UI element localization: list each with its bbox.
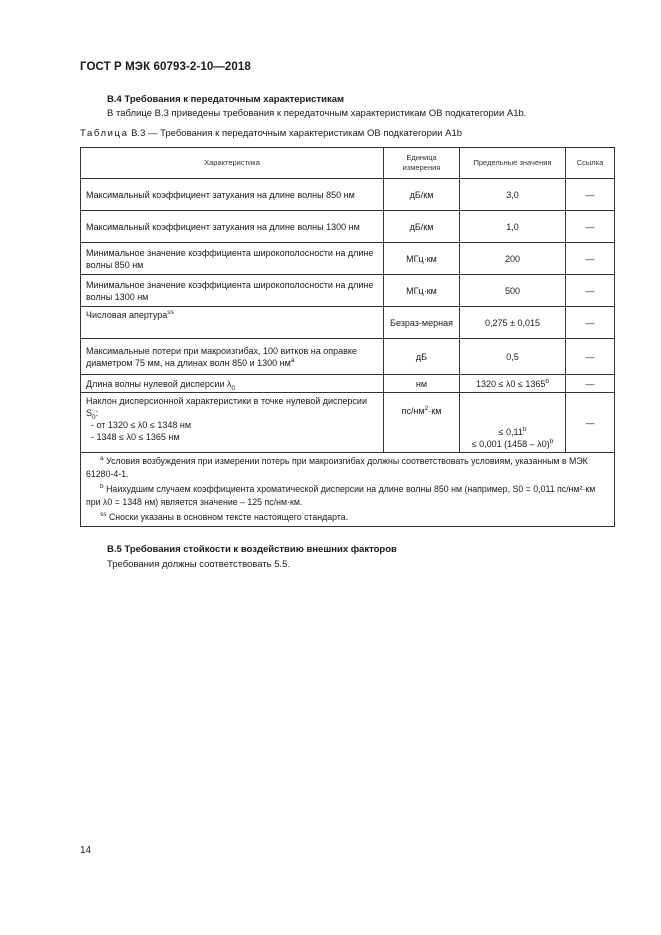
row-reference: — (566, 339, 615, 375)
section-b4-text: В таблице В.3 приведены требования к передаточным характеристикам ОВ подкатегории А1b. (107, 108, 527, 119)
row-characteristic-text: Максимальные потери при макроизгибах, 100 витков на оправке диаметром 75 мм, на длинах волн 850 и 1300 нм (86, 345, 357, 368)
table-row (81, 179, 615, 211)
header-characteristic: Характеристика (81, 148, 384, 179)
subscript: 0 (231, 384, 236, 392)
note-mark: b (100, 483, 104, 491)
row-reference: — (566, 275, 615, 307)
table-note (86, 483, 609, 509)
dispersion-value-2-text: ≤ 0,001 (1458 – λ0) (471, 439, 550, 449)
row-unit: Безраз-мерная (384, 307, 460, 339)
section-b5-text: Требования должны соответствовать 5.5. (107, 559, 291, 570)
row-value: 3,0 (460, 179, 566, 211)
note-text: Сноски указаны в основном тексте настоящего стандарта. (106, 512, 349, 522)
dispersion-slope-title (86, 395, 378, 419)
row-characteristic (81, 375, 384, 393)
document-header: ГОСТ Р МЭК 60793-2-10—2018 (80, 61, 251, 73)
dispersion-value-1 (465, 426, 560, 438)
dispersion-slope-colon: : (95, 408, 99, 418)
row-value: 0,5 (460, 339, 566, 375)
footnote-mark: b (545, 377, 550, 385)
row-characteristic-text: Длина волны нулевой дисперсии λ (86, 378, 232, 389)
footnote-mark: b (549, 438, 554, 445)
row-characteristic-text: Числовая апертура (86, 310, 168, 320)
table-notes (81, 453, 615, 527)
table-caption-text: В.3 — Требования к передаточным характеристикам ОВ подкатегории А1b (128, 128, 463, 139)
table-note (86, 511, 609, 524)
requirements-table (80, 147, 615, 527)
row-characteristic: Минимальное значение коэффициента широкополосности на длине волны 1300 нм (81, 275, 384, 307)
row-unit: МГц·км (384, 275, 460, 307)
unit-base: пс/нм (401, 406, 425, 416)
dispersion-slope-text: Наклон дисперсионной характеристики в точке нулевой дисперсии S (86, 396, 367, 418)
row-characteristic: Минимальное значение коэффициента широкополосности на длине волны 850 нм (81, 243, 384, 275)
row-reference: — (566, 375, 615, 393)
note-text: Условия возбуждения при измерении потерь при макроизгибах должны соответствовать условиям, указанным в МЭК 61280-4-1. (86, 456, 588, 479)
header-limit: Предельные значения (460, 148, 566, 179)
table-row (81, 339, 615, 375)
row-unit (384, 393, 460, 453)
table-row-dispersion-slope (81, 393, 615, 453)
row-unit: дБ/км (384, 211, 460, 243)
row-value: 1,0 (460, 211, 566, 243)
unit-end: ·км (428, 406, 442, 416)
row-reference: — (566, 393, 615, 453)
dispersion-range-2: - 1348 ≤ λ0 ≤ 1365 нм (91, 432, 180, 442)
row-unit: дБ/км (384, 179, 460, 211)
table-row (81, 375, 615, 393)
header-unit: Единица измерения (384, 148, 460, 179)
unit-superscript: 2 (424, 405, 429, 412)
footnote-mark: ss (167, 309, 174, 316)
dispersion-range-1: - от 1320 ≤ λ0 ≤ 1348 нм (91, 420, 192, 430)
footnote-mark: b (522, 426, 527, 433)
table-caption-prefix: Таблица (80, 128, 129, 139)
section-b5-title: В.5 Требования стойкости к воздействию внешних факторов (107, 544, 397, 555)
row-characteristic (81, 307, 384, 339)
row-reference: — (566, 179, 615, 211)
section-b4-title: В.4 Требования к передаточным характеристикам (107, 94, 345, 105)
row-reference: — (566, 307, 615, 339)
table-caption (80, 128, 462, 139)
row-characteristic (81, 339, 384, 375)
row-value: 0,275 ± 0,015 (460, 307, 566, 339)
table-notes-row (81, 453, 615, 527)
table-row (81, 307, 615, 339)
row-unit: дБ (384, 339, 460, 375)
note-mark: ss (100, 511, 107, 519)
dispersion-value-1-text: ≤ 0,11 (498, 427, 523, 437)
table-row (81, 211, 615, 243)
row-reference: — (566, 211, 615, 243)
row-unit: нм (384, 375, 460, 393)
row-characteristic: Максимальный коэффициент затухания на длине волны 1300 нм (81, 211, 384, 243)
table-row (81, 275, 615, 307)
row-characteristic (81, 393, 384, 453)
subscript: 0 (92, 413, 96, 421)
row-value: 500 (460, 275, 566, 307)
table-note (86, 455, 609, 481)
row-value (460, 393, 566, 453)
footnote-mark: а (290, 356, 295, 364)
note-mark: а (100, 455, 104, 463)
table-row (81, 243, 615, 275)
row-unit: МГц·км (384, 243, 460, 275)
dispersion-value-2 (465, 438, 560, 450)
row-characteristic: Максимальный коэффициент затухания на длине волны 850 нм (81, 179, 384, 211)
row-value: 200 (460, 243, 566, 275)
row-value-text: 1320 ≤ λ0 ≤ 1365 (475, 378, 546, 389)
header-reference: Ссылка (566, 148, 615, 179)
note-text: Наихудшим случаем коэффициента хроматической дисперсии на длине волны 850 нм (например, S0 = 0,011 пс/нм²·км при λ0 = 1348 нм) является значение – 125 пс/нм·км. (86, 484, 596, 507)
row-reference: — (566, 243, 615, 275)
row-value (460, 375, 566, 393)
table-header-row (81, 148, 615, 179)
page-number: 14 (80, 845, 92, 856)
